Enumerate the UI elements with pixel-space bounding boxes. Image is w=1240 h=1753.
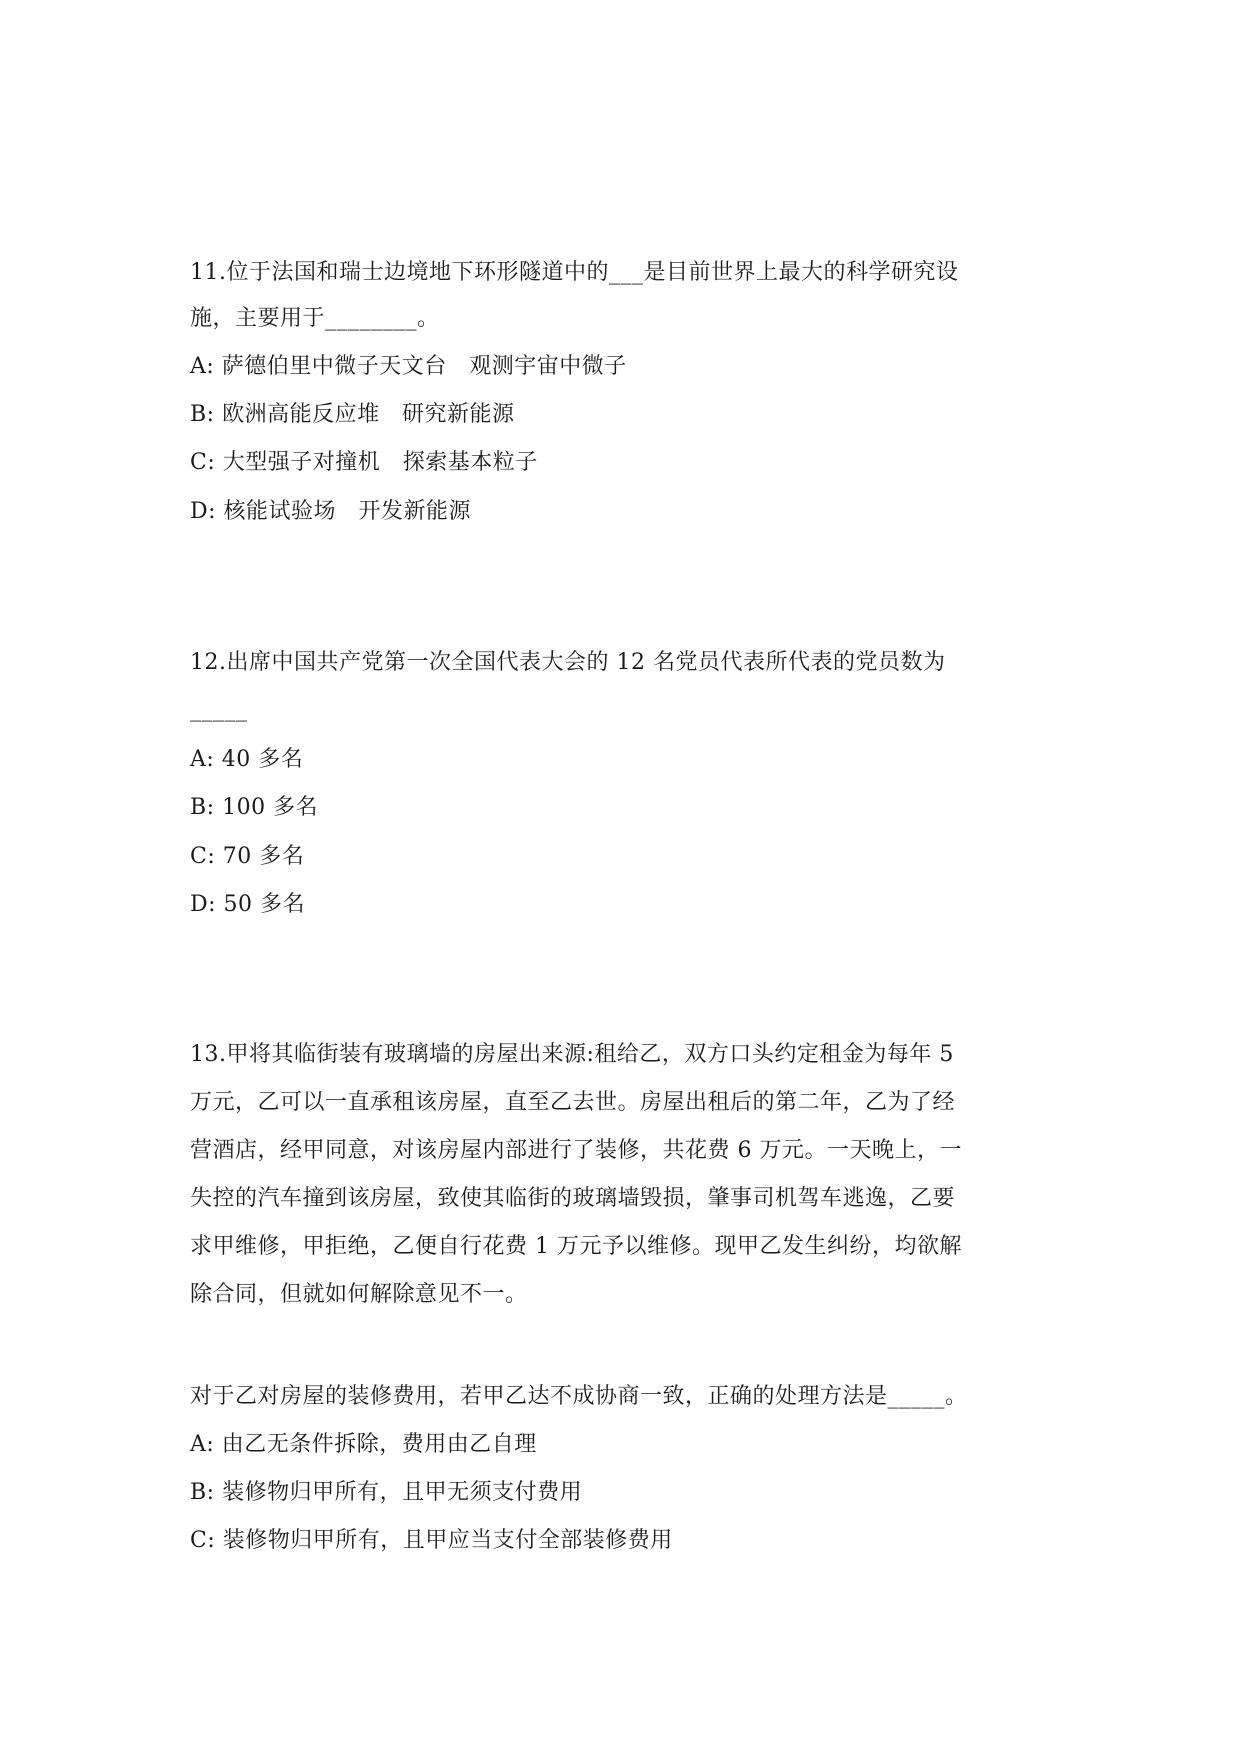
question-12-stem-line-2: _____ (190, 697, 248, 722)
question-13-stem-line-3: 营酒店，经甲同意，对该房屋内部进行了装修，共花费 6 万元。一天晚上，一 (190, 1138, 962, 1163)
question-12-option-c: C: 70 多名 (190, 844, 305, 869)
question-11-stem-line-1: 11.位于法国和瑞士边境地下环形隧道中的___是目前世界上最大的科学研究设 (190, 260, 959, 285)
question-12-stem-line-1: 12.出席中国共产党第一次全国代表大会的 12 名党员代表所代表的党员数为 (190, 650, 946, 675)
question-11-option-d: D: 核能试验场 开发新能源 (190, 499, 472, 524)
question-13-stem-line-1: 13.甲将其临街装有玻璃墙的房屋出来源:租给乙，双方口头约定租金为每年 5 (190, 1042, 954, 1067)
question-13-stem-line-5: 求甲维修，甲拒绝，乙便自行花费 1 万元予以维修。现甲乙发生纠纷，均欲解 (190, 1234, 962, 1259)
question-13-stem-line-4: 失控的汽车撞到该房屋，致使其临街的玻璃墙毁损，肇事司机驾车逃逸，乙要 (190, 1186, 956, 1211)
question-13-option-b: B: 装修物归甲所有，且甲无须支付费用 (190, 1480, 583, 1505)
question-13-option-c: C: 装修物归甲所有，且甲应当支付全部装修费用 (190, 1528, 673, 1553)
question-13-option-a: A: 由乙无条件拆除，费用由乙自理 (190, 1432, 537, 1457)
question-11-stem-line-2: 施，主要用于________。 (190, 306, 440, 331)
question-13-sub-question: 对于乙对房屋的装修费用，若甲乙达不成协商一致，正确的处理方法是_____。 (190, 1384, 968, 1409)
question-11-option-b: B: 欧洲高能反应堆 研究新能源 (190, 402, 515, 427)
question-11-option-a: A: 萨德伯里中微子天文台 观测宇宙中微子 (190, 354, 627, 379)
question-13-stem-line-2: 万元，乙可以一直承租该房屋，直至乙去世。房屋出租后的第二年，乙为了经 (190, 1090, 956, 1115)
question-12-option-b: B: 100 多名 (190, 795, 319, 820)
question-11-option-c: C: 大型强子对撞机 探索基本粒子 (190, 450, 538, 475)
question-12-option-a: A: 40 多名 (190, 747, 304, 772)
question-13-stem-line-6: 除合同，但就如何解除意见不一。 (190, 1282, 528, 1307)
question-12-option-d: D: 50 多名 (190, 892, 306, 917)
